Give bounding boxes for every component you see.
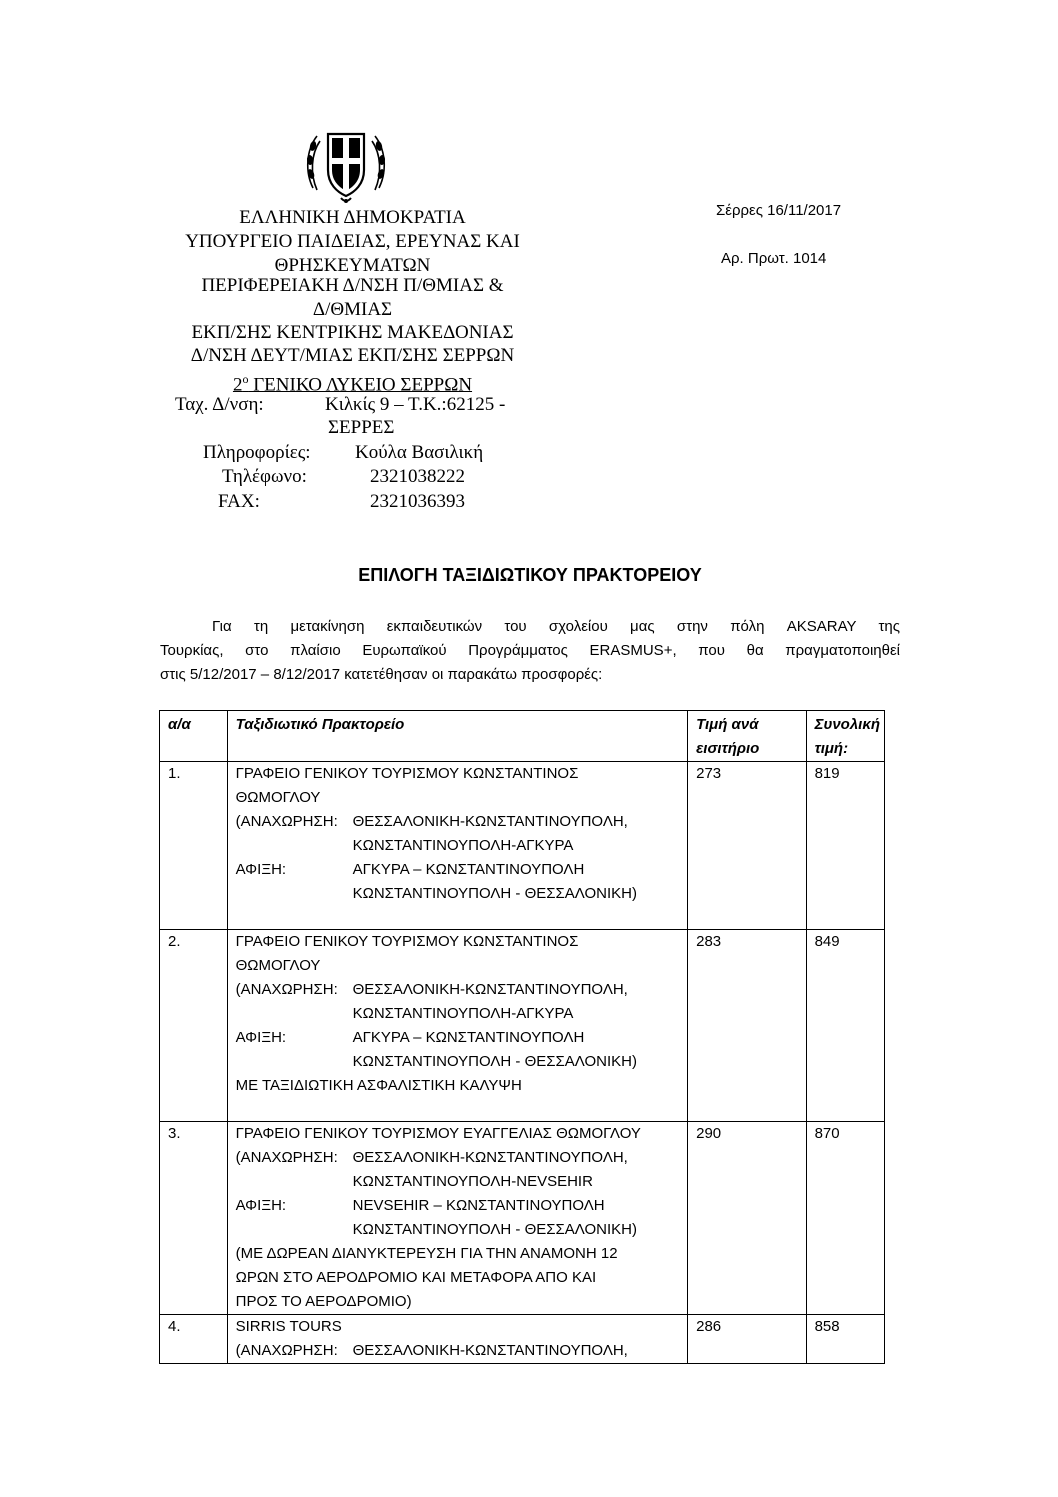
arrival-route-2: ΚΩΝΣΤΑΝΤΙΝΟΥΠΟΛΗ - ΘΕΣΣΑΛΟΝΙΚΗ): [352, 1221, 638, 1238]
table-row: [160, 762, 885, 930]
departure-route-2: ΚΩΝΣΤΑΝΤΙΝΟΥΠΟΛΗ-ΑΓΚΥΡΑ: [352, 1005, 574, 1022]
address-city: ΣΕΡΡΕΣ: [328, 417, 395, 438]
total-price: 858: [806, 1315, 884, 1364]
agency-cell: [227, 1122, 688, 1315]
agency-name: ΓΡΑΦΕΙΟ ΓΕΝΙΚΟΥ ΤΟΥΡΙΣΜΟΥ ΚΩΝΣΤΑΝΤΙΝΟΣ: [235, 933, 579, 950]
school-name: $2^o$ ΓΕΝΙΚΟ ΛΥΚΕΙΟ ΣΕΡΡΩΝ: [232, 372, 473, 396]
table-row: [160, 930, 885, 1122]
agency-name: ΓΡΑΦΕΙΟ ΓΕΝΙΚΟΥ ΤΟΥΡΙΣΜΟΥ ΚΩΝΣΤΑΝΤΙΝΟΣ: [235, 765, 579, 782]
intro-line-1: Για τη μετακίνηση εκπαιδευτικών του σχολείου μας στην πόλη AKSARAY της: [212, 618, 900, 635]
total-price: 849: [806, 930, 884, 1122]
intro-paragraph: [160, 615, 900, 687]
header-line-7: Δ/ΝΣΗ ΔΕΥΤ/ΜΙΑΣ ΕΚΠ/ΣΗΣ ΣΕΡΡΩΝ: [190, 345, 515, 366]
address-label: Ταχ. Δ/νση:: [175, 394, 264, 415]
arrival-line: [236, 858, 684, 882]
agency-name-cont: ΘΩΜΟΓΛΟΥ: [235, 957, 321, 974]
fax-label: FAX:: [218, 491, 260, 512]
departure-line: [236, 1146, 684, 1170]
agency-name-cont: ΘΩΜΟΓΛΟΥ: [235, 789, 321, 806]
departure-label: (ΑΝΑΧΩΡΗΣΗ:: [235, 981, 338, 998]
greek-coat-of-arms-icon: [303, 124, 389, 208]
arrival-label: ΑΦΙΞΗ:: [235, 1029, 287, 1046]
departure-route-2: ΚΩΝΣΤΑΝΤΙΝΟΥΠΟΛΗ-NEVSEHIR: [352, 1173, 593, 1190]
intro-line-3: στις 5/12/2017 – 8/12/2017 κατετέθησαν οι παρακάτω προσφορές:: [160, 666, 603, 683]
header-line-2: ΥΠΟΥΡΓΕΙΟ ΠΑΙΔΕΙΑΣ, ΕΡΕΥΝΑΣ ΚΑΙ: [185, 231, 520, 252]
departure-route-1: ΘΕΣΣΑΛΟΝΙΚΗ-ΚΩΝΣΤΑΝΤΙΝΟΥΠΟΛΗ,: [352, 1342, 628, 1359]
agency-cell: [227, 762, 688, 930]
header-no: α/α: [160, 711, 228, 762]
header-line-1: ΕΛΛΗΝΙΚΗ ΔΗΜΟΚΡΑΤΙΑ: [239, 207, 466, 228]
offer-note: ΠΡΟΣ ΤΟ ΑΕΡΟΔΡΟΜΙΟ): [235, 1293, 412, 1310]
price-per-ticket: 273: [688, 762, 806, 930]
departure-label: (ΑΝΑΧΩΡΗΣΗ:: [235, 813, 338, 830]
header-line-4: ΠΕΡΙΦΕΡΕΙΑΚΗ Δ/ΝΣΗ Π/ΘΜΙΑΣ &: [201, 275, 504, 296]
phone-label: Τηλέφωνο:: [222, 466, 307, 487]
table-row: [160, 1122, 885, 1315]
price-per-ticket: 283: [688, 930, 806, 1122]
total-price: 870: [806, 1122, 884, 1315]
departure-route-2: ΚΩΝΣΤΑΝΤΙΝΟΥΠΟΛΗ-ΑΓΚΥΡΑ: [352, 837, 574, 854]
intro-line-2: Τουρκίας, στο πλαίσιο Ευρωπαϊκού Προγράμματος ERASMUS+, που θα πραγματοποιηθεί: [160, 642, 900, 659]
price-per-ticket: 290: [688, 1122, 806, 1315]
agency-cell: [227, 1315, 688, 1364]
offer-note: ΩΡΩΝ ΣΤΟ ΑΕΡΟΔΡΟΜΙΟ ΚΑΙ ΜΕΤΑΦΟΡΑ ΑΠΟ ΚΑΙ: [235, 1269, 597, 1286]
departure-label: (ΑΝΑΧΩΡΗΣΗ:: [235, 1342, 338, 1359]
header-total: Συνολική τιμή:: [806, 711, 884, 762]
departure-route-1: ΘΕΣΣΑΛΟΝΙΚΗ-ΚΩΝΣΤΑΝΤΙΝΟΥΠΟΛΗ,: [352, 981, 628, 998]
row-number: 3.: [160, 1122, 228, 1315]
price-per-ticket: 286: [688, 1315, 806, 1364]
arrival-route-1: ΑΓΚΥΡΑ – ΚΩΝΣΤΑΝΤΙΝΟΥΠΟΛΗ: [352, 1029, 585, 1046]
arrival-label: ΑΦΙΞΗ:: [235, 861, 287, 878]
table-header-row: [160, 711, 885, 762]
departure-route-1: ΘΕΣΣΑΛΟΝΙΚΗ-ΚΩΝΣΤΑΝΤΙΝΟΥΠΟΛΗ,: [352, 813, 628, 830]
header-price: Τιμή ανά εισιτήριο: [688, 711, 806, 762]
arrival-route-2: ΚΩΝΣΤΑΝΤΙΝΟΥΠΟΛΗ - ΘΕΣΣΑΛΟΝΙΚΗ): [352, 1053, 638, 1070]
info-value: Κούλα Βασιλική: [355, 442, 484, 463]
phone-value: 2321038222: [370, 466, 465, 487]
header-line-3: ΘΡΗΣΚΕΥΜΑΤΩΝ: [274, 255, 431, 276]
address-value: Κιλκίς 9 – Τ.Κ.:62125 -: [325, 394, 506, 415]
arrival-line: [236, 1194, 684, 1218]
agency-name: ΓΡΑΦΕΙΟ ΓΕΝΙΚΟΥ ΤΟΥΡΙΣΜΟΥ ΕΥΑΓΓΕΛΙΑΣ ΘΩΜΟΓΛΟΥ: [235, 1125, 641, 1142]
header-line-6: ΕΚΠ/ΣΗΣ ΚΕΝΤΡΙΚΗΣ ΜΑΚΕΔΟΝΙΑΣ: [191, 322, 514, 343]
row-number: 1.: [160, 762, 228, 930]
row-number: 2.: [160, 930, 228, 1122]
arrival-route-1: NEVSEHIR – ΚΩΝΣΤΑΝΤΙΝΟΥΠΟΛΗ: [352, 1197, 605, 1214]
departure-line: [236, 1339, 684, 1363]
departure-label: (ΑΝΑΧΩΡΗΣΗ:: [235, 1149, 338, 1166]
info-label: Πληροφορίες:: [203, 442, 311, 463]
row-number: 4.: [160, 1315, 228, 1364]
fax-value: 2321036393: [370, 491, 465, 512]
departure-line: [236, 810, 684, 834]
document-title: ΕΠΙΛΟΓΗ ΤΑΞΙΔΙΩΤΙΚΟΥ ΠΡΑΚΤΟΡΕΙΟΥ: [358, 565, 702, 585]
table-row: [160, 1315, 885, 1364]
arrival-label: ΑΦΙΞΗ:: [235, 1197, 287, 1214]
offer-note: ΜΕ ΤΑΞΙΔΙΩΤΙΚΗ ΑΣΦΑΛΙΣΤΙΚΗ ΚΑΛΥΨΗ: [235, 1077, 522, 1094]
document-date: Σέρρες 16/11/2017: [716, 202, 842, 219]
protocol-number: Αρ. Πρωτ. 1014: [721, 250, 827, 267]
agency-name: SIRRIS TOURS: [235, 1318, 342, 1335]
agency-cell: [227, 930, 688, 1122]
arrival-route-1: ΑΓΚΥΡΑ – ΚΩΝΣΤΑΝΤΙΝΟΥΠΟΛΗ: [352, 861, 585, 878]
offer-note: (ΜΕ ΔΩΡΕΑΝ ΔΙΑΝΥΚΤΕΡΕΥΣΗ ΓΙΑ ΤΗΝ ΑΝΑΜΟΝΗ 12: [235, 1245, 618, 1262]
arrival-route-2: ΚΩΝΣΤΑΝΤΙΝΟΥΠΟΛΗ - ΘΕΣΣΑΛΟΝΙΚΗ): [352, 885, 638, 902]
header-agency: Ταξιδιωτικό Πρακτορείο: [227, 711, 688, 762]
offers-table: [159, 710, 885, 1364]
header-line-5: Δ/ΘΜΙΑΣ: [312, 299, 393, 320]
departure-line: [236, 978, 684, 1002]
arrival-line: [236, 1026, 684, 1050]
departure-route-1: ΘΕΣΣΑΛΟΝΙΚΗ-ΚΩΝΣΤΑΝΤΙΝΟΥΠΟΛΗ,: [352, 1149, 628, 1166]
total-price: 819: [806, 762, 884, 930]
